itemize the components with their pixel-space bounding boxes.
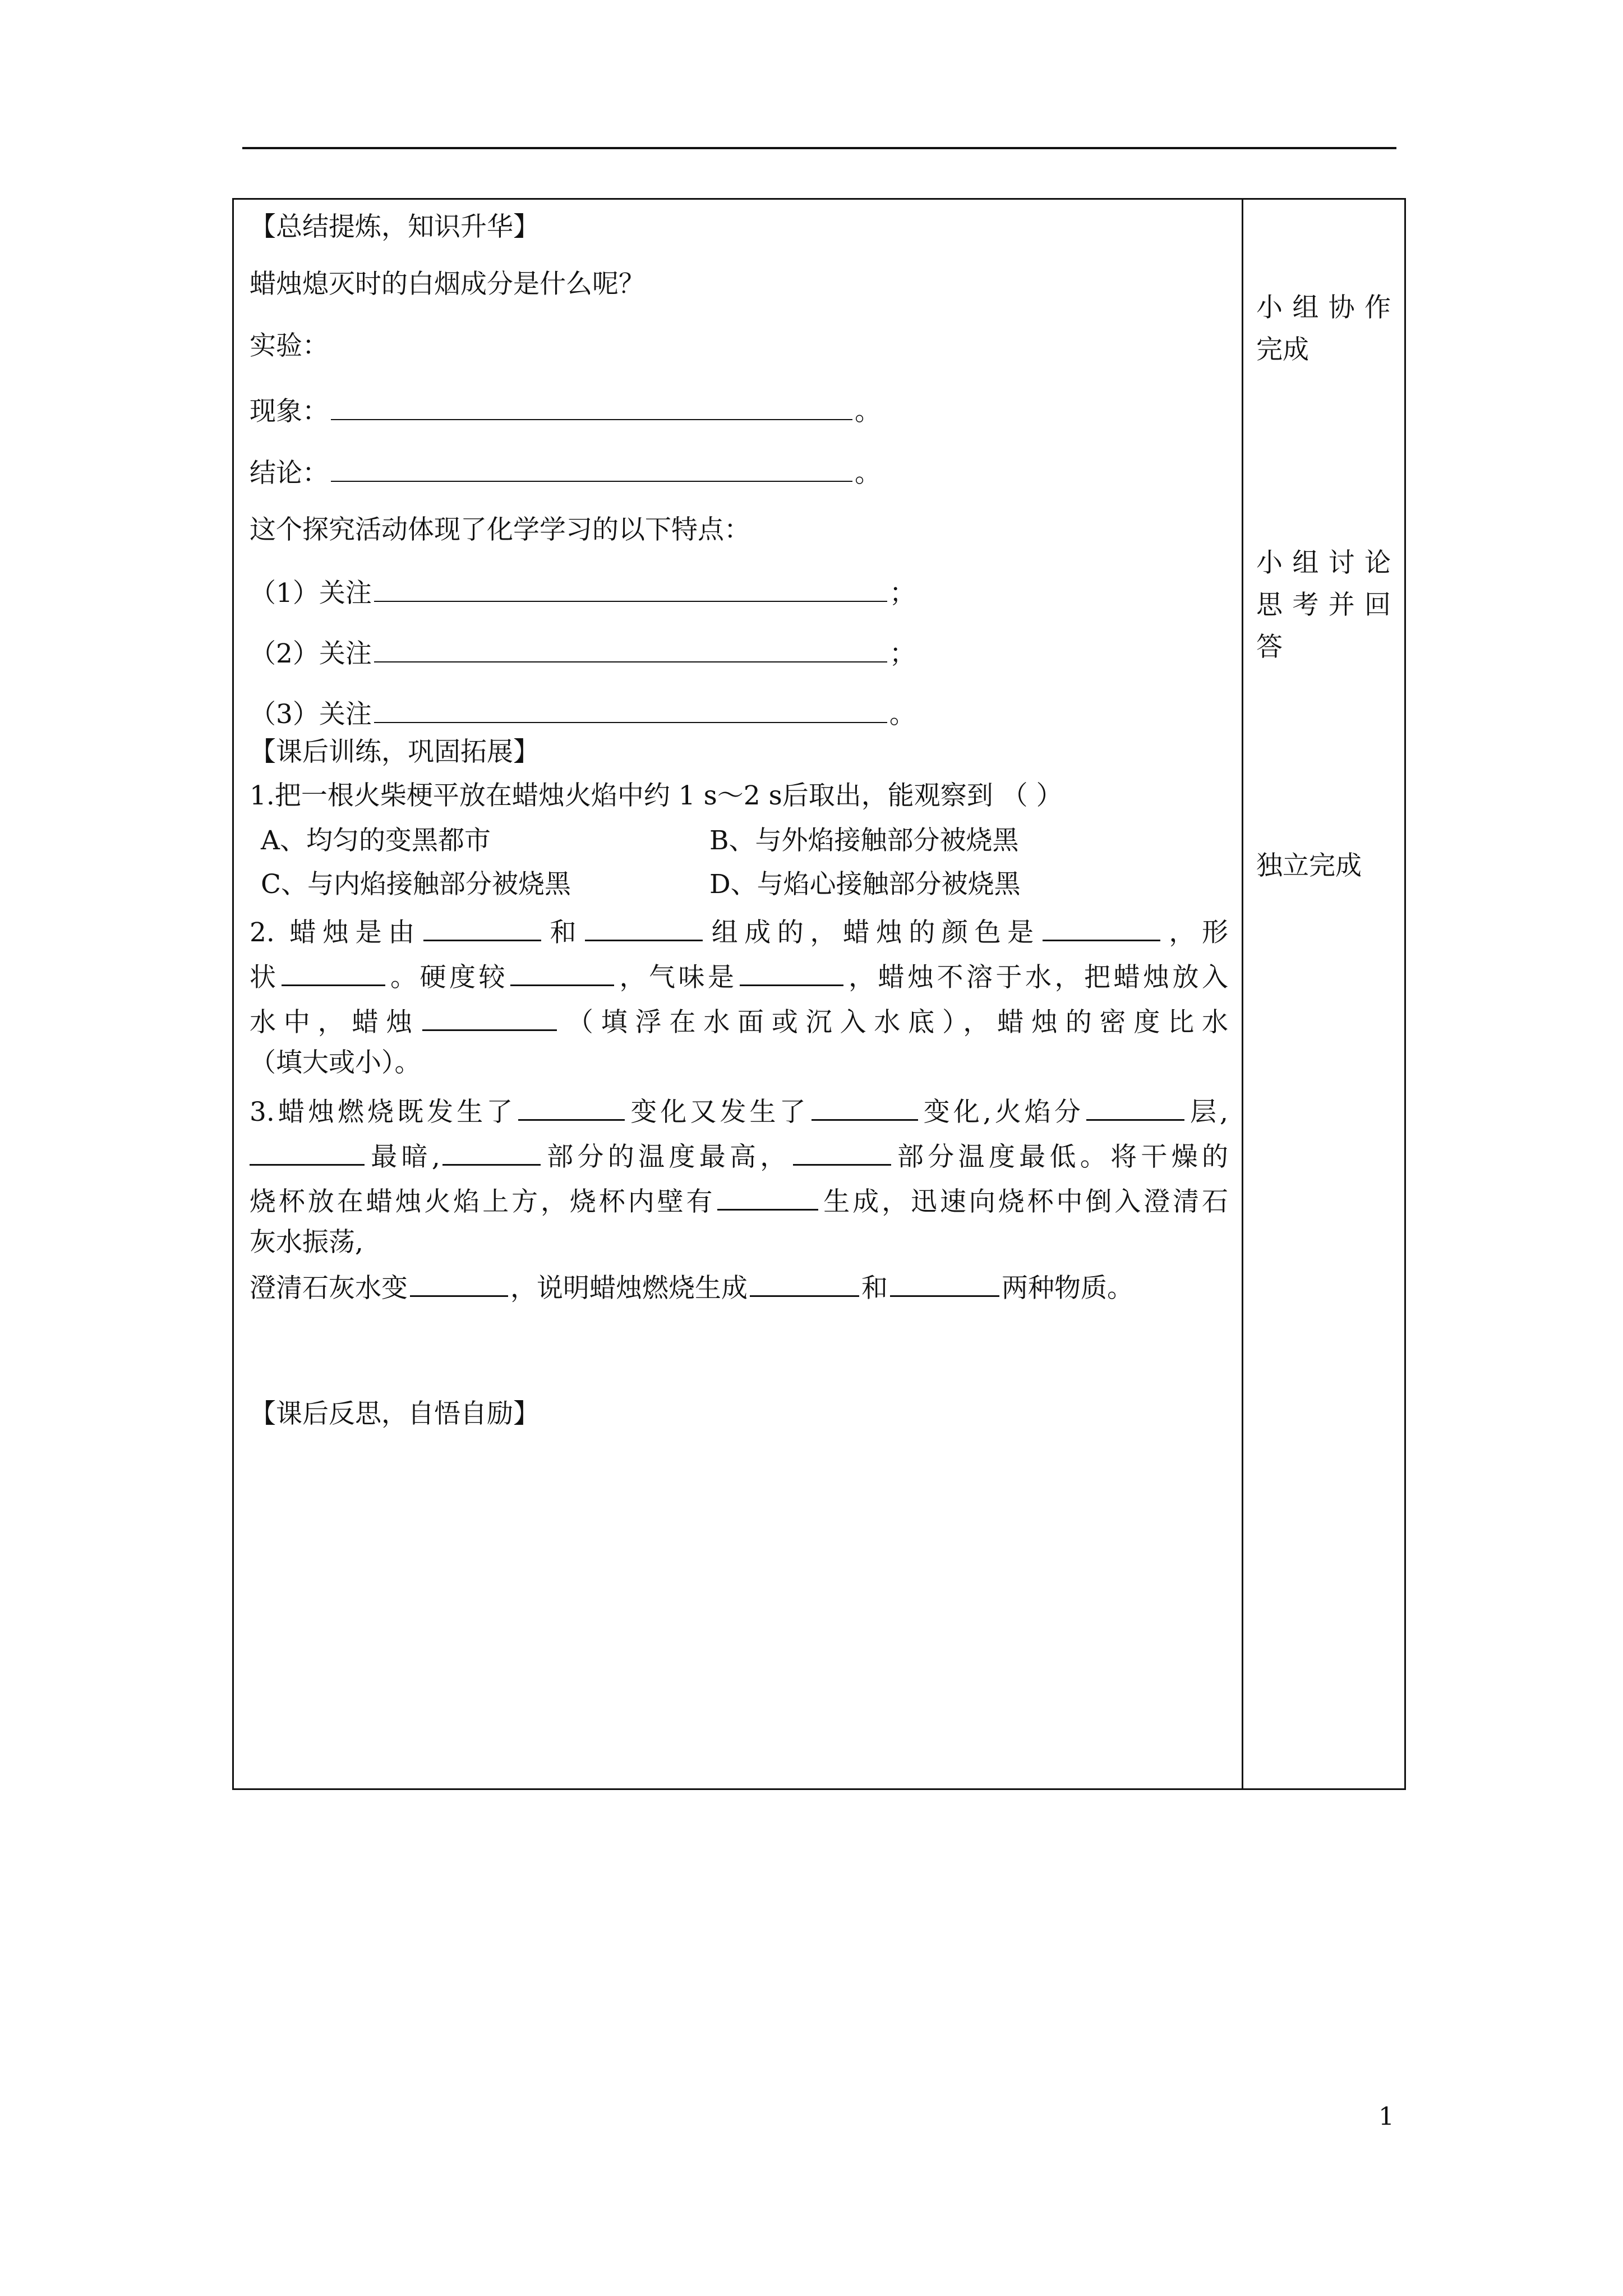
q2-blank[interactable]: [282, 958, 385, 986]
side-note-line: 答: [1256, 632, 1283, 663]
q2-blank[interactable]: [422, 1003, 557, 1031]
side-note-line: 小组讨论: [1256, 547, 1391, 578]
side-note-line: 小组协作: [1256, 292, 1391, 323]
main-column: [250, 200, 1228, 1788]
feature-item-label: （3）关注: [250, 699, 372, 730]
q3-text: 层,: [1186, 1097, 1228, 1128]
q3-blank[interactable]: [793, 1138, 891, 1166]
q2-blank[interactable]: [740, 958, 843, 986]
feature-item-end: ；: [889, 578, 916, 609]
header-rule: [242, 147, 1396, 149]
q3-text: 最暗,: [367, 1142, 440, 1172]
features-intro: 这个探究活动体现了化学学习的以下特点：: [250, 514, 750, 545]
q2-text: 组成的，蜡烛的颜色是: [705, 917, 1040, 948]
feature-item-end: ；: [889, 638, 916, 669]
summary-question: 蜡烛熄灭时的白烟成分是什么呢？: [250, 269, 645, 300]
phenomenon-blank[interactable]: [331, 393, 852, 420]
q2-blank[interactable]: [510, 958, 614, 986]
q1-option-a[interactable]: A、均匀的变黑都市: [261, 825, 491, 856]
q2-line-1: [250, 913, 1228, 948]
q2-text: ，气味是: [616, 962, 737, 993]
q2-text: ，形: [1162, 917, 1229, 948]
q2-line-2: [250, 958, 1228, 993]
q2-blank[interactable]: [585, 913, 703, 941]
q3-text: 和: [861, 1273, 888, 1304]
q2-text: 状: [250, 962, 279, 993]
conclusion-end: 。: [855, 458, 881, 489]
q3-text: 变化,火焰分: [920, 1097, 1084, 1128]
q3-blank[interactable]: [717, 1182, 818, 1211]
q2-line-4: （填大或小）。: [250, 1047, 421, 1078]
side-note-1: [1256, 287, 1396, 371]
q2-line-3: [250, 1003, 1228, 1038]
side-note-line: 完成: [1256, 334, 1309, 366]
feature-item-blank[interactable]: [374, 696, 887, 723]
q3-blank[interactable]: [518, 1093, 625, 1121]
q3-blank[interactable]: [442, 1138, 541, 1166]
q2-blank[interactable]: [423, 913, 541, 941]
feature-item-label: （1）关注: [250, 578, 372, 609]
q3-text: ，说明蜡烛燃烧生成: [510, 1273, 748, 1304]
q2-text: （填浮在水面或沉入水底），蜡烛的密度比水: [559, 1007, 1229, 1038]
q3-line-3: [250, 1182, 1228, 1217]
feature-item-end: 。: [889, 699, 916, 730]
feature-item-label: （2）关注: [250, 638, 372, 669]
q3-text: 部分的温度最高，: [542, 1142, 791, 1172]
column-divider: [1242, 200, 1243, 1788]
experiment-label: 实验：: [250, 330, 329, 361]
q2-text: ，蜡烛不溶于水，把蜡烛放入: [845, 962, 1228, 993]
phenomenon-end: 。: [855, 396, 881, 427]
q3-blank[interactable]: [1086, 1093, 1184, 1121]
q3-text: 3.蜡烛燃烧既发生了: [250, 1097, 517, 1128]
conclusion-blank[interactable]: [331, 454, 852, 482]
q3-text: 烧杯放在蜡烛火焰上方，烧杯内壁有: [250, 1186, 716, 1217]
q3-line-1: [250, 1093, 1228, 1128]
summary-heading: 【总结提炼，知识升华】: [250, 211, 540, 242]
feature-item-blank[interactable]: [374, 574, 887, 602]
practice-heading: 【课后训练，巩固拓展】: [250, 737, 540, 767]
q3-line-4: 灰水振荡,: [250, 1227, 363, 1258]
side-note-2: [1256, 542, 1396, 669]
q3-blank[interactable]: [410, 1269, 508, 1297]
q3-blank[interactable]: [750, 1269, 859, 1297]
side-note-line: 独立完成: [1256, 850, 1362, 881]
feature-item-1: [250, 574, 916, 609]
q1-option-d[interactable]: D、与焰心接触部分被烧黑: [709, 869, 1021, 900]
phenomenon-line: [250, 393, 881, 427]
reflection-heading: 【课后反思，自悟自励】: [250, 1398, 540, 1429]
conclusion-label: 结论：: [250, 458, 329, 489]
q3-blank[interactable]: [890, 1269, 999, 1297]
feature-item-3: [250, 696, 916, 730]
q3-blank[interactable]: [811, 1093, 918, 1121]
q2-text: 和: [543, 917, 583, 948]
q2-blank[interactable]: [1043, 913, 1160, 941]
q2-text: 。硬度较: [387, 962, 508, 993]
worksheet-table: [232, 198, 1406, 1790]
q3-blank[interactable]: [250, 1138, 365, 1166]
q1-stem: 1.把一根火柴梗平放在蜡烛火焰中约 1 s～2 s后取出，能观察到 （ ）: [250, 780, 1063, 811]
page-number: 1: [1378, 2102, 1394, 2131]
feature-item-2: [250, 635, 916, 669]
q3-line-2: [250, 1138, 1228, 1172]
q3-line-5: [250, 1269, 1133, 1304]
side-note-3: [1256, 845, 1396, 887]
q1-option-b[interactable]: B、与外焰接触部分被烧黑: [709, 825, 1019, 856]
q3-text: 生成，迅速向烧杯中倒入澄清石: [820, 1186, 1229, 1217]
q3-text: 两种物质。: [1002, 1273, 1133, 1304]
side-note-line: 思考并回: [1256, 590, 1391, 621]
feature-item-blank[interactable]: [374, 635, 887, 662]
q3-text: 部分温度最低。将干燥的: [893, 1142, 1228, 1172]
q1-option-c[interactable]: C、与内焰接触部分被烧黑: [261, 869, 571, 900]
q2-text: 水中，蜡烛: [250, 1007, 421, 1038]
conclusion-line: [250, 454, 881, 489]
q3-text: 变化又发生了: [627, 1097, 809, 1128]
q3-text: 澄清石灰水变: [250, 1273, 408, 1304]
q2-text: 2. 蜡烛是由: [250, 917, 421, 948]
phenomenon-label: 现象：: [250, 396, 329, 427]
